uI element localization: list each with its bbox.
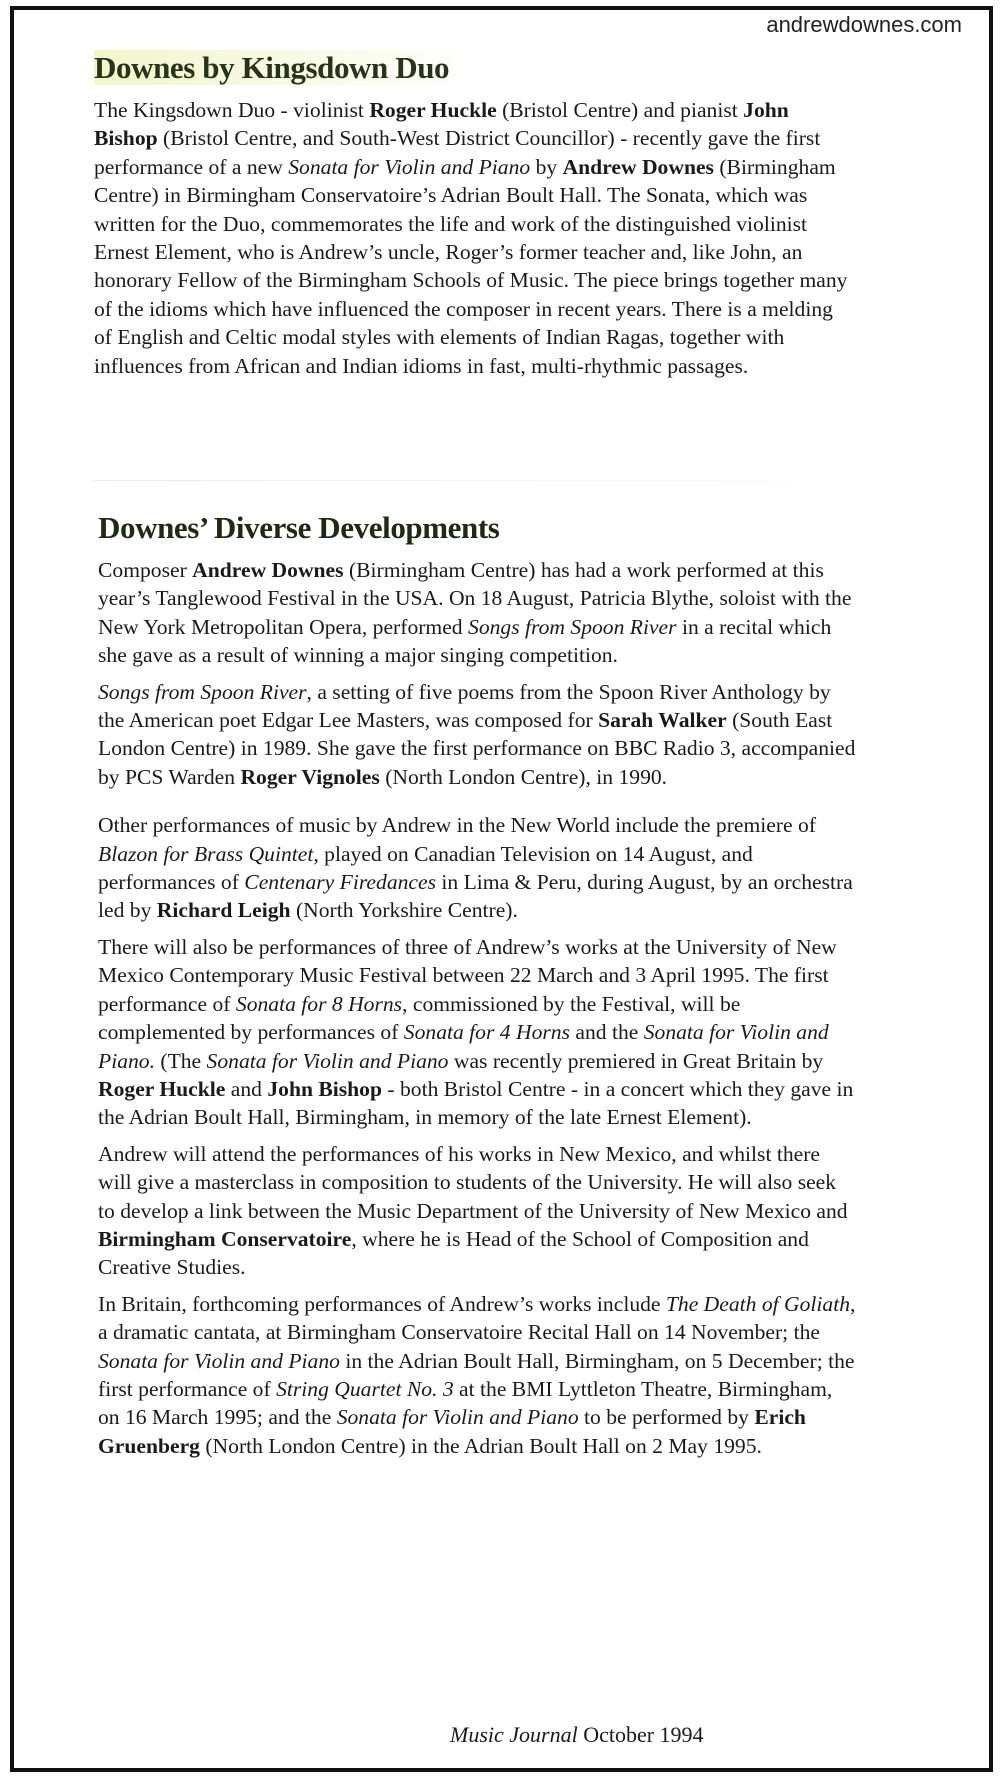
text-run: to be performed by [578,1405,755,1430]
text-run: Other performances of music by Andrew in the New World include the premiere of [98,813,817,838]
text-run: in Lima & Peru, during August, by an orchestra led by [98,870,853,923]
work-title: Sonata for Violin and Piano. [98,1020,829,1073]
work-title: Sonata for 4 Horns [403,1020,570,1045]
work-title: Songs from Spoon River [98,679,307,704]
article-paragraph [98,678,858,792]
work-title: Sonata for 8 Horns [235,991,403,1016]
site-url[interactable]: andrewdownes.com [766,12,962,37]
article-kingsdown-duo [94,50,854,388]
work-title: Sonata for Violin and Piano [98,1348,340,1373]
article-paragraph [98,1290,858,1460]
person-name: Andrew Downes [192,558,344,582]
work-title: Sonata for Violin and Piano [206,1048,449,1073]
publication-name: Music Journal [450,1722,578,1747]
person-name: Sarah Walker [598,708,727,733]
text-run: was recently premiered in Great Britain by [448,1048,824,1073]
text-run: (The [154,1048,207,1073]
article-paragraph [98,1140,858,1282]
article-title [94,50,854,86]
work-title: Sonata for Violin and Piano [288,154,531,179]
person-name: Roger Huckle [369,98,497,122]
text-run: (Bristol Centre, and South-West District Councillor) - recently gave the first performance of a new [94,126,821,179]
text-run: in the Adrian Boult Hall, Birmingham, on 5 December; the first performance of [98,1348,855,1401]
text-run: (North Yorkshire Centre). [290,898,518,923]
person-name: John Bishop [267,1076,382,1101]
text-run: in a recital which she gave as a result of winning a major singing competition. [98,614,832,668]
text-run: , a dramatic cantata, at Birmingham Conservatoire Recital Hall on 14 November; the [98,1291,856,1345]
article-paragraph [94,96,854,380]
section-divider [94,480,794,481]
text-run: , played on Canadian Television on 14 August, and performances of [98,841,753,895]
text-run: The Kingsdown Duo - violinist [94,98,370,122]
text-run: and the [569,1020,644,1045]
person-name: Roger Huckle [98,1076,226,1101]
work-title: The Death of Goliath [665,1291,851,1316]
institution-name: Birmingham Conservatoire [98,1226,352,1251]
text-run: Composer [98,558,193,582]
article-paragraph [98,556,858,670]
person-name: John Bishop [94,98,789,151]
text-run: , a setting of five poems from the Spoon River Anthology by the American poet Edgar Lee Masters, was composed for [98,679,831,733]
text-run: Andrew will attend the performances of his works in New Mexico, and whilst there will give a masterclass in composition to students of the University. He will also seek to develop a link between the Music Department of the University of New Mexico and [98,1141,848,1223]
text-run: (Birmingham Centre) in Birmingham Conservatoire’s Adrian Boult Hall. The Sonata, which was written for the Duo, commemorates the life and work of the distinguished violinist Ernest Element, who is Andrew’s uncle, Roger’s former teacher and, like John, an honorary Fellow of the Birmingham Schools of Music. The piece brings together many of the idioms which have influenced the composer in recent years. There is a melding of English and Celtic modal styles with elements of Indian Ragas, together with influences from African and Indian idioms in fast, multi-rhythmic passages. [94,154,848,378]
text-run: (Birmingham Centre) has had a work performed at this year’s Tanglewood Festival in the USA. On 18 August, Patricia Blythe, soloist with the New York Metropolitan Opera, performed [98,558,852,639]
work-title: String Quartet No. 3 [276,1376,454,1401]
text-run: (Bristol Centre) and pianist [496,98,744,122]
text-run: (North London Centre) in the Adrian Boult Hall on 2 May 1995. [199,1433,762,1458]
person-name: Erich Gruenberg [98,1405,806,1458]
person-name: Andrew Downes [562,154,714,179]
text-run: In Britain, forthcoming performances of Andrew’s works include [98,1291,666,1316]
text-run: and [225,1076,268,1101]
work-title: Centenary Firedances [244,870,436,895]
article-diverse-developments [98,510,858,1468]
person-name: Richard Leigh [156,898,291,923]
text-run: - both Bristol Centre - in a concert which they gave in the Adrian Boult Hall, Birmingham, in memory of the late Ernest Element). [98,1076,854,1130]
work-title: Sonata for Violin and Piano [336,1405,579,1430]
text-run: , where he is Head of the School of Composition and Creative Studies. [98,1226,809,1280]
article-title: Downes’ Diverse Developments [98,510,500,545]
text-run: by [530,154,563,179]
publication-date: October 1994 [577,1722,704,1747]
text-run: There will also be performances of three of Andrew’s works at the University of New Mexico Contemporary Music Festival between 22 March and 3 April 1995. The first performance of [98,934,837,1016]
work-title: Blazon for Brass Quintet [98,841,314,866]
text-run: at the BMI Lyttleton Theatre, Birmingham, on 16 March 1995; and the [98,1376,833,1430]
title-highlight: Downes by Kingsdown Duo [94,50,455,85]
work-title: Songs from Spoon River [468,614,677,639]
person-name: Roger Vignoles [240,764,380,789]
article-paragraph [98,933,858,1132]
text-run: , commissioned by the Festival, will be complemented by performances of [98,991,741,1045]
source-credit [450,1722,704,1748]
text-run: (South East London Centre) in 1989. She gave the first performance on BBC Radio 3, accompanied by PCS Warden [98,708,856,789]
text-run: (North London Centre), in 1990. [379,764,668,789]
article-paragraph [98,811,858,925]
